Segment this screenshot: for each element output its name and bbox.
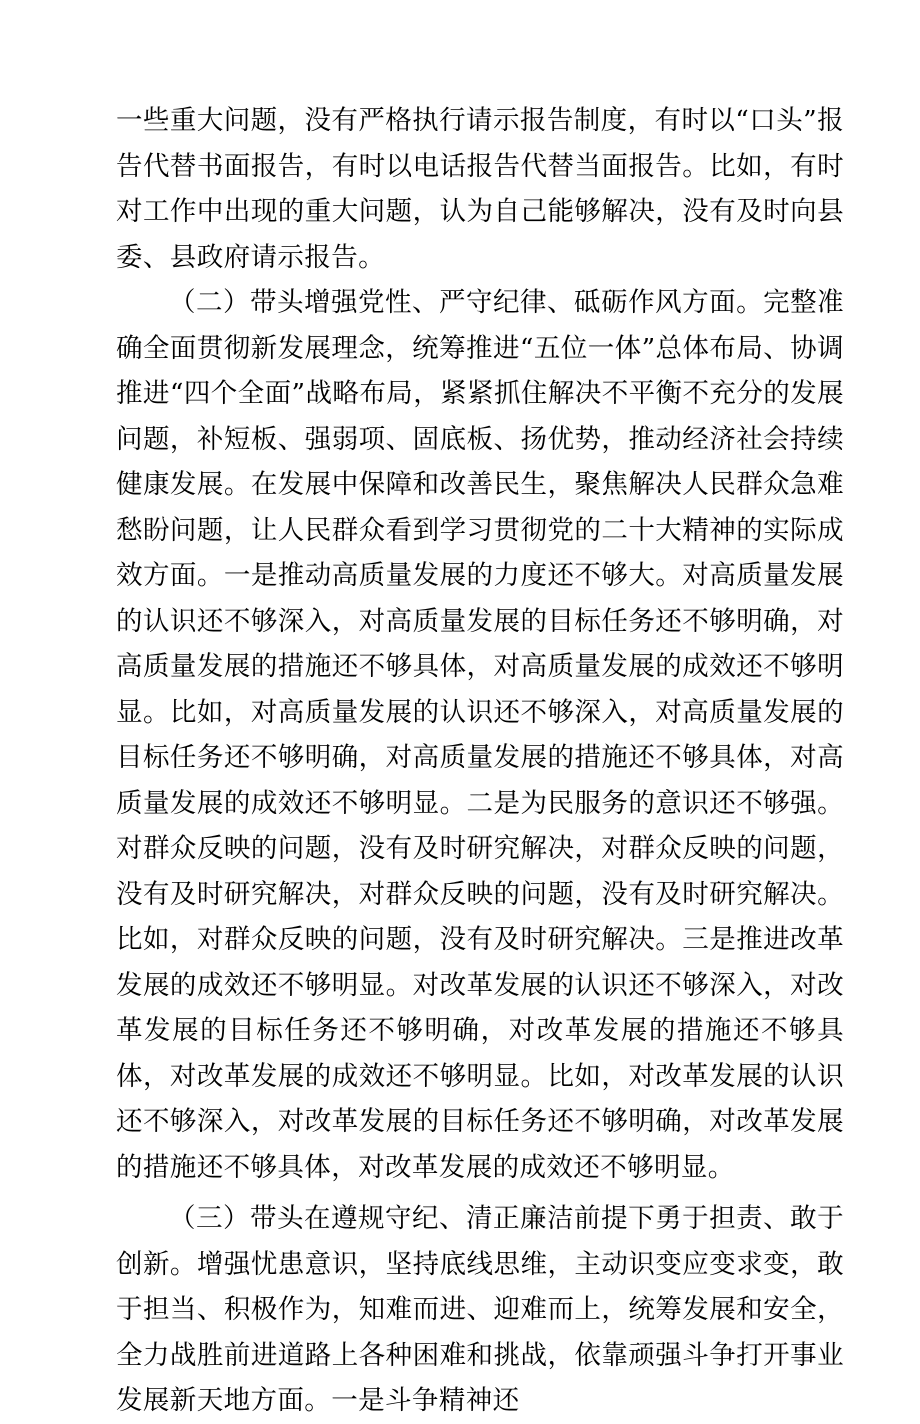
paragraph-continuation: 一些重大问题，没有严格执行请示报告制度，有时以“口头”报告代替书面报告，有时以电话报告代替当面报告。比如，有时对工作中出现的重大问题，认为自己能够解决，没有及时向县委、县政府请示报告。 — [116, 105, 844, 273]
document-body — [116, 98, 844, 1424]
paragraph-section-two: （二）带头增强党性、严守纪律、砥砺作风方面。完整准确全面贯彻新发展理念，统筹推进“五位一体”总体布局、协调推进“四个全面”战略布局，紧紧抓住解决不平衡不充分的发展问题，补短板、强弱项、固底板、扬优势，推动经济社会持续健康发展。在发展中保障和改善民生，聚焦解决人民群众急难愁盼问题，让人民群众看到学习贯彻党的二十大精神的实际成效方面。一是推动高质量发展的力度还不够大。对高质量发展的认识还不够深入，对高质量发展的目标任务还不够明确，对高质量发展的措施还不够具体，对高质量发展的成效还不够明显。比如，对高质量发展的认识还不够深入，对高质量发展的目标任务还不够明确，对高质量发展的措施还不够具体，对高质量发展的成效还不够明显。二是为民服务的意识还不够强。对群众反映的问题，没有及时研究解决，对群众反映的问题，没有及时研究解决，对群众反映的问题，没有及时研究解决。比如，对群众反映的问题，没有及时研究解决。三是推进改革发展的成效还不够明显。对改革发展的认识还不够深入，对改革发展的目标任务还不够明确，对改革发展的措施还不够具体，对改革发展的成效还不够明显。比如，对改革发展的认识还不够深入，对改革发展的目标任务还不够明确，对改革发展的措施还不够具体，对改革发展的成效还不够明显。 — [116, 287, 844, 1183]
paragraph-section-three: （三）带头在遵规守纪、清正廉洁前提下勇于担责、敢于创新。增强忧患意识，坚持底线思维，主动识变应变求变，敢于担当、积极作为，知难而进、迎难而上，统筹发展和安全，全力战胜前进道路上各种困难和挑战，依靠顽强斗争打开事业发展新天地方面。一是斗争精神还 — [116, 1203, 844, 1416]
